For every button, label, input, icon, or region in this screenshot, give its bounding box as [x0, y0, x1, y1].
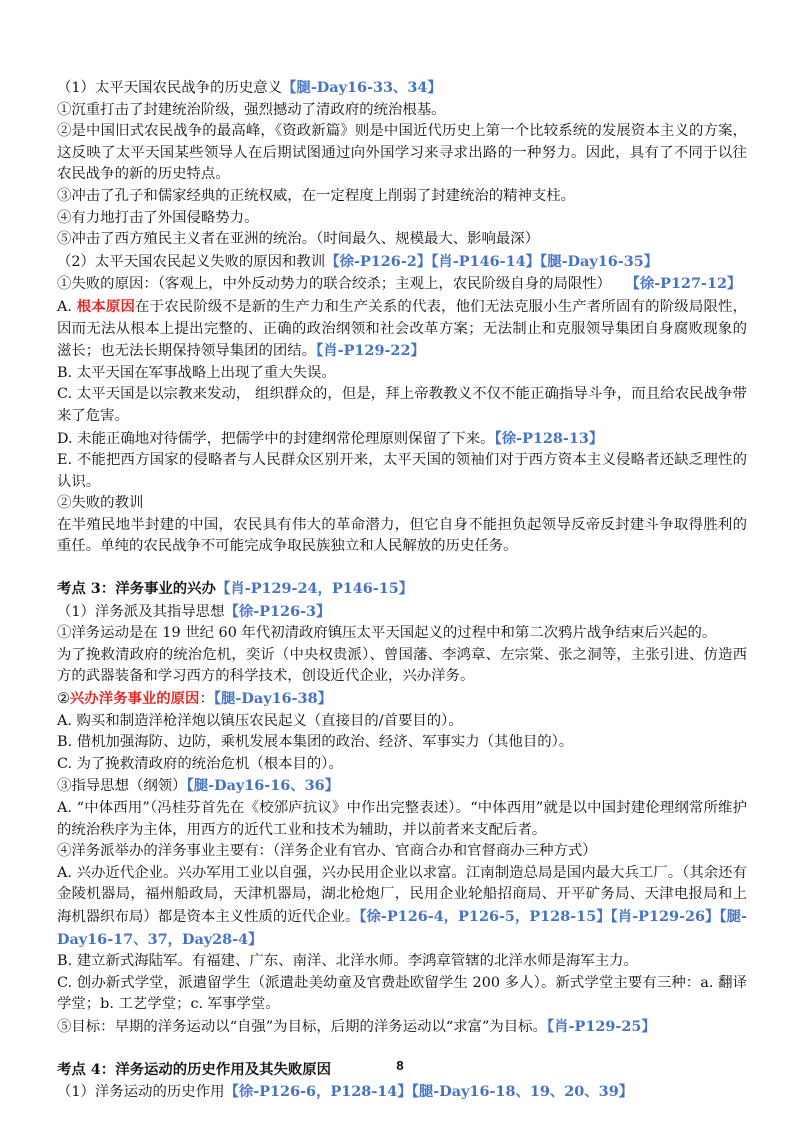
text: ④有力地打击了外国侵略势力。: [57, 209, 259, 226]
text: ①失败的原因：（客观上，中外反动势力的联合绞杀；主观上，农民阶级自身的局限性）: [57, 276, 633, 293]
paragraph: [57, 384, 747, 427]
text: ④洋务派举办的洋务事业主要有：（洋务企业有官办、官商合办和官督商办三种方式）: [57, 843, 597, 860]
text: E. 不能把西方国家的侵略者与人民群众区别开来，太平天国的领袖们对于西方资本主义侵略者还缺乏理性的认识。: [57, 452, 747, 490]
paragraph: [57, 601, 747, 624]
paragraph: [57, 100, 747, 122]
text: A. “中体西用”（冯桂芬首先在《校邠庐抗议》中作出完整表述）。“中体西用”就是以中国封建伦理纲常所维护的统治秩序为主体，用西方的近代工业和技术为辅助，并以前者来支配后者。: [57, 800, 747, 838]
paragraph: [57, 623, 747, 645]
text: A. 购买和制造洋枪洋炮以镇压农民起义（直接目的/首要目的）。: [57, 712, 463, 729]
reference-tag: 【徐-P126-2】【肖-P146-14】【腿-Day16-35】: [325, 252, 659, 270]
highlight-text: 根本原因: [76, 297, 136, 315]
text: ③指导思想（纲领）: [57, 778, 187, 795]
text: ②是中国旧式农民战争的最高峰，《资政新篇》则是中国近代历史上第一个比较系统的发展资本主义的方案，这反映了太平天国某些领导人在后期试图通过向外国学习来寻求出路的一种努力。因此，具有了不同于以往农民战争的新的历史特点。: [57, 123, 747, 183]
paragraph: [57, 296, 747, 363]
text: C. 太平天国是以宗教来发动， 组织群众的，但是，拜上帝教教义不仅不能正确指导斗争，而且给农民战争带来了危害。: [57, 386, 747, 424]
paragraph: [57, 798, 747, 841]
text: 在半殖民地半封建的中国，农民具有伟大的革命潜力，但它自身不能担负起领导反帝反封建斗争取得胜利的重任。单纯的农民战争不可能完成争取民族独立和人民解放的历史任务。: [57, 516, 747, 555]
text: D. 未能正确地对待儒学，把儒学中的封建纲常伦理原则保留了下来。: [57, 430, 495, 447]
text: （2）太平天国农民起义失败的原因和教训: [57, 253, 326, 270]
paragraph: [57, 775, 747, 798]
paragraph: [57, 754, 747, 776]
text: （1）洋务派及其指导思想: [57, 603, 225, 620]
paragraph: [57, 251, 747, 274]
reference-tag: 【肖-P129-25】: [546, 1017, 656, 1035]
heading-text: 考点 3：洋务事业的兴办: [57, 580, 216, 598]
reference-tag: 【腿-Day16-38】: [213, 690, 332, 708]
reference-tag: 【肖-P129-24，P146-15】: [215, 580, 414, 598]
reference-tag: 【腿-Day16-16、36】: [186, 777, 340, 795]
reference-tag: 【徐-P126-3】: [224, 602, 331, 620]
text: A.: [57, 298, 77, 315]
paragraph: [57, 1081, 747, 1104]
paragraph: [57, 208, 747, 230]
paragraph: [57, 363, 747, 385]
paragraph: [57, 229, 747, 251]
paragraph: [57, 711, 747, 733]
paragraph: [57, 186, 747, 208]
text: ②: [57, 691, 70, 708]
paragraph: [57, 973, 747, 1016]
text: ①沉重打击了封建统治阶级，强烈撼动了清政府的统治根基。: [57, 101, 446, 118]
paragraph: [57, 645, 747, 688]
text: C. 为了挽救清政府的统治危机（根本目的）。: [57, 755, 343, 772]
paragraph: [57, 450, 747, 493]
paragraph: [57, 841, 747, 863]
paragraph: [57, 515, 747, 558]
text: B. 太平天国在军事战略上出现了重大失误。: [57, 364, 336, 381]
text: A. 兴办近代企业。兴办军用工业以自强，兴办民用企业以求富。江南制造总局是国内最大兵工厂。（其余还有金陵机器局，福州船政局，天津机器局，湖北枪炮厂，民用企业轮船招商局、开平矿务局、天津电报局和上海机器织布局）都是资本主义性质的近代企业。: [57, 864, 747, 925]
text: （1）洋务运动的历史作用: [57, 1084, 225, 1101]
text: ③冲击了孔子和儒家经典的正统权威，在一定程度上削弱了封建统治的精神支柱。: [57, 187, 576, 204]
text: B. 借机加强海防、边防，乘机发展本集团的政治、经济、军事实力（其他目的）。: [57, 734, 574, 751]
text: ⑤目标：早期的洋务运动以“自强”为目标，后期的洋务运动以“求富”为目标。: [57, 1018, 547, 1035]
reference-tag: 【徐-P128-13】: [494, 429, 604, 447]
page-number: 8: [396, 1058, 404, 1073]
section-heading: [57, 578, 747, 601]
text: ②失败的教训: [57, 495, 144, 512]
highlight-text: 兴办洋务事业的原因: [69, 690, 200, 708]
paragraph: [57, 1016, 747, 1039]
text: 在于农民阶级不是新的生产力和生产关系的代表，他们无法克服小生产者所固有的阶级局限性，因而无法从根本上提出完整的、正确的政治纲领和社会改革方案；无法制止和克服领导集团自身腐败现象的滋长；也无法长期保持领导集团的团结。: [57, 298, 747, 360]
text: ：: [199, 691, 214, 708]
paragraph: [57, 273, 747, 296]
paragraph: [57, 77, 747, 100]
paragraph: [57, 732, 747, 754]
text: ⑤冲击了西方殖民主义者在亚洲的统治。（时间最久、规模最大、影响最深）: [57, 231, 540, 248]
document-body: [57, 77, 747, 1104]
reference-tag: 【徐-P126-4，P126-5，P128-15】【肖-P129-26】【腿-Day16-17、37，Day28-4】: [57, 907, 747, 948]
text: C. 创办新式学堂，派遣留学生（派遣赴美幼童及官费赴欧留学生 200 多人）。新式学堂主要有三种：a. 翻译学堂；b. 工艺学堂；c. 军事学堂。: [57, 974, 747, 1013]
text: （1）太平天国农民战争的历史意义: [57, 80, 283, 96]
reference-tag: 【腿-Day16-33、34】: [282, 79, 442, 96]
reference-tag: 【肖-P129-22】: [316, 342, 425, 360]
paragraph: [57, 951, 747, 973]
heading-text: 考点 4：洋务运动的历史作用及其失败原因: [57, 1060, 332, 1078]
reference-tag: 【徐-P127-12】: [632, 275, 742, 293]
paragraph: [57, 493, 747, 515]
paragraph: [57, 863, 747, 951]
text: B. 建立新式海陆军。有福建、广东、南洋、北洋水师。李鸿章管辖的北洋水师是海军主力。: [57, 953, 638, 970]
reference-tag: 【徐-P126-6，P128-14】【腿-Day16-18、19、20、39】: [224, 1083, 634, 1101]
text: 为了挽救清政府的统治危机，奕䜣（中央权贵派）、曾国藩、李鸿章、左宗棠、张之洞等，主张引进、仿造西方的武器装备和学习西方的科学技术，创设近代企业，兴办洋务。: [57, 646, 747, 685]
paragraph: [57, 428, 747, 451]
text: ①洋务运动是在 19 世纪 60 年代初清政府镇压太平天国起义的过程中和第二次鸦片战争结束后兴起的。: [57, 625, 717, 642]
paragraph: [57, 121, 747, 186]
paragraph: [57, 688, 747, 711]
